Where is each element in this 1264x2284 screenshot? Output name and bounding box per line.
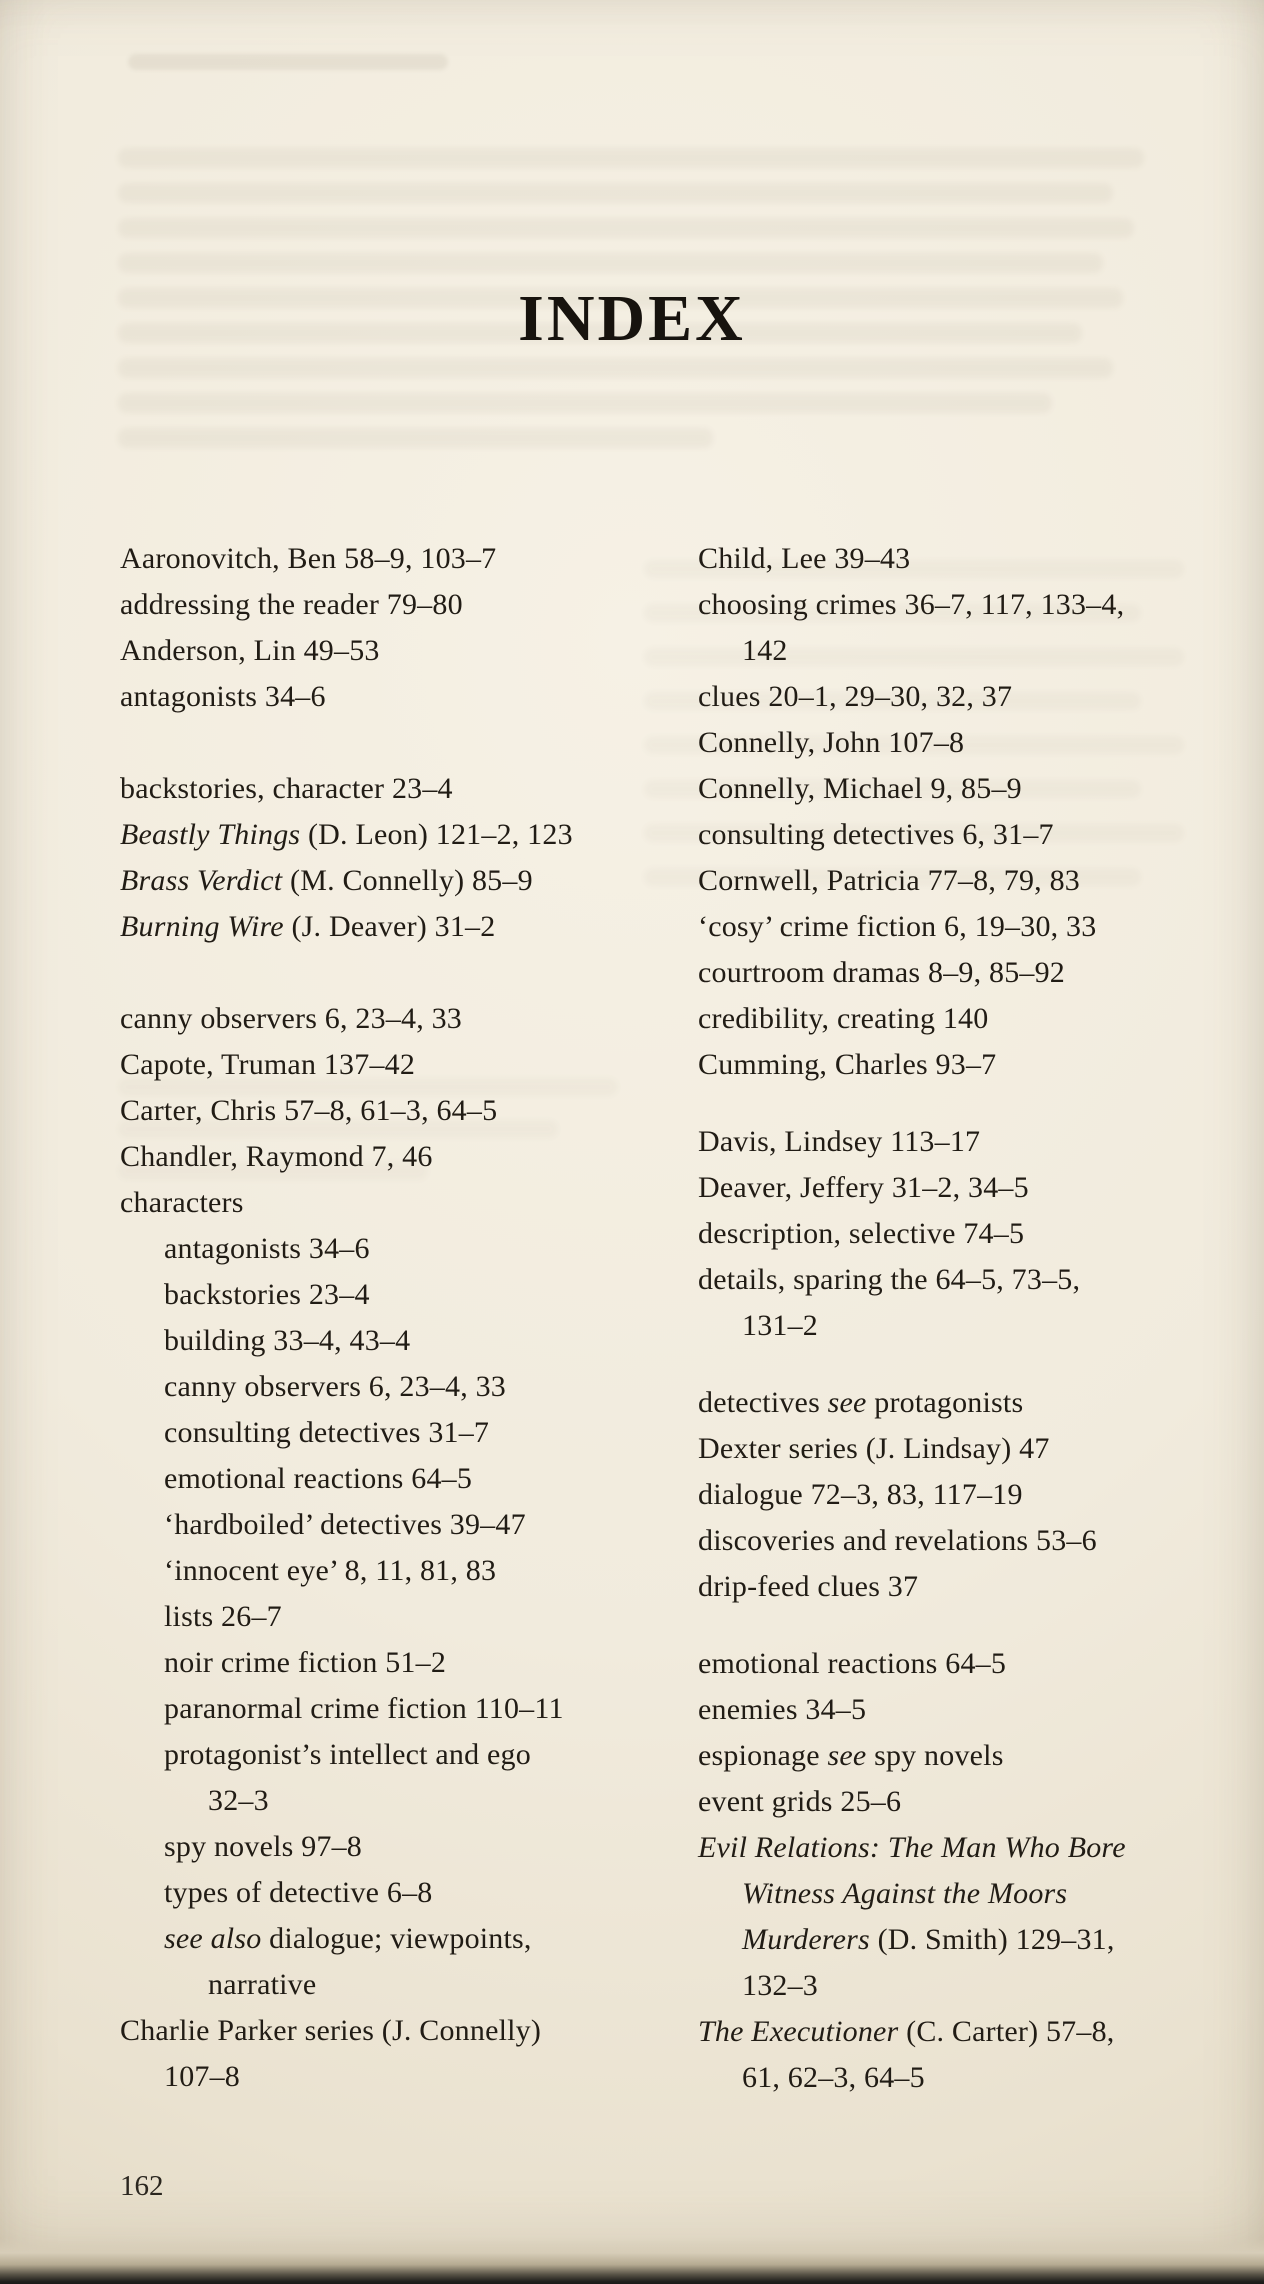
entry-text: protagonists	[866, 1386, 1024, 1419]
index-entry	[698, 1119, 1254, 1165]
entry-text: credibility, creating 140	[698, 1002, 989, 1035]
entry-text: Deaver, Jeffery 31–2, 34–5	[698, 1171, 1029, 1204]
entry-text: Dexter series (J. Lindsay) 47	[698, 1432, 1050, 1465]
entry-text: Connelly, John 107–8	[698, 726, 965, 759]
index-entry	[698, 1042, 1254, 1088]
index-entry	[120, 1042, 676, 1088]
entry-text: 131–2	[742, 1309, 818, 1342]
index-entry	[120, 812, 676, 858]
index-entry	[120, 1640, 676, 1686]
entry-text: emotional reactions 64–5	[164, 1462, 473, 1495]
entry-text: paranormal crime fiction 110–11	[164, 1692, 564, 1725]
entry-text: types of detective 6–8	[164, 1876, 433, 1909]
index-entry	[120, 1502, 676, 1548]
index-entry	[120, 1916, 676, 2008]
entry-text: Charlie Parker series (J. Connelly)	[120, 2014, 542, 2047]
index-entry	[698, 1564, 1254, 1610]
entry-text: see also	[164, 1922, 262, 1955]
index-entry	[698, 1426, 1254, 1472]
entry-text: choosing crimes 36–7, 117, 133–4,	[698, 588, 1125, 621]
index-entry	[698, 1211, 1254, 1257]
index-entry	[698, 904, 1254, 950]
entry-text: (C. Carter) 57–8,	[898, 2015, 1115, 2048]
index-entry	[120, 1870, 676, 1916]
index-entry	[698, 2009, 1254, 2101]
index-entry	[698, 812, 1254, 858]
entry-text: 32–3	[208, 1784, 269, 1817]
index-entry	[120, 1410, 676, 1456]
entry-text: canny observers 6, 23–4, 33	[120, 1002, 462, 1035]
index-entry	[698, 996, 1254, 1042]
page-bottom-edge	[0, 2238, 1264, 2284]
index-entry	[120, 904, 676, 950]
entry-text: 142	[742, 634, 788, 667]
entry-text: (D. Leon) 121–2, 123	[300, 818, 573, 851]
entry-text: antagonists 34–6	[120, 680, 326, 713]
entry-text: ‘hardboiled’ detectives 39–47	[164, 1508, 526, 1541]
entry-text: The Executioner	[698, 2015, 899, 2048]
entry-text: Connelly, Michael 9, 85–9	[698, 772, 1022, 805]
entry-text: 61, 62–3, 64–5	[742, 2061, 925, 2094]
entry-text: backstories, character 23–4	[120, 772, 453, 805]
index-entry	[120, 766, 676, 812]
entry-text: characters	[120, 1186, 244, 1219]
entry-text: Burning Wire	[120, 910, 284, 943]
entry-text: dialogue 72–3, 83, 117–19	[698, 1478, 1023, 1511]
entry-text: ‘innocent eye’ 8, 11, 81, 83	[164, 1554, 497, 1587]
index-entry	[120, 2008, 676, 2100]
index-entry	[120, 1456, 676, 1502]
entry-text: Anderson, Lin 49–53	[120, 634, 380, 667]
index-entry	[698, 1825, 1254, 2009]
index-entry	[698, 1472, 1254, 1518]
entry-text: noir crime fiction 51–2	[164, 1646, 447, 1679]
entry-text: narrative	[208, 1968, 317, 2001]
index-entry	[120, 1824, 676, 1870]
entry-text: 132–3	[742, 1969, 818, 2002]
index-entry	[120, 858, 676, 904]
entry-text: discoveries and revelations 53–6	[698, 1524, 1097, 1557]
entry-text: canny observers 6, 23–4, 33	[164, 1370, 506, 1403]
entry-text: event grids 25–6	[698, 1785, 902, 1818]
entry-text: Davis, Lindsey 113–17	[698, 1125, 981, 1158]
index-entry	[120, 1318, 676, 1364]
index-entry	[698, 1257, 1254, 1349]
index-entry	[120, 674, 676, 720]
entry-text: dialogue; viewpoints,	[261, 1922, 532, 1955]
entry-text: details, sparing the 64–5, 73–5,	[698, 1263, 1081, 1296]
entry-text: consulting detectives 31–7	[164, 1416, 490, 1449]
index-entry	[698, 950, 1254, 996]
index-entry	[120, 1686, 676, 1732]
entry-text: (M. Connelly) 85–9	[282, 864, 533, 897]
index-entry	[698, 766, 1254, 812]
index-entry	[698, 1641, 1254, 1687]
entry-text: see	[827, 1386, 867, 1419]
entry-text: clues 20–1, 29–30, 32, 37	[698, 680, 1013, 713]
entry-text: Murderers	[742, 1923, 870, 1956]
entry-text: Evil Relations: The Man Who Bore	[698, 1831, 1126, 1864]
index-entry	[698, 1380, 1254, 1426]
entry-text: (D. Smith) 129–31,	[869, 1923, 1115, 1956]
index-entry	[698, 1687, 1254, 1733]
entry-text: Aaronovitch, Ben 58–9, 103–7	[120, 542, 497, 575]
index-entry	[698, 1733, 1254, 1779]
entry-text: (J. Deaver) 31–2	[283, 910, 496, 943]
entry-text: description, selective 74–5	[698, 1217, 1025, 1250]
entry-text: espionage	[698, 1739, 828, 1772]
entry-text: antagonists 34–6	[164, 1232, 370, 1265]
index-columns	[120, 536, 1254, 2101]
entry-text: ‘cosy’ crime fiction 6, 19–30, 33	[698, 910, 1097, 943]
entry-text: addressing the reader 79–80	[120, 588, 463, 621]
entry-text: Brass Verdict	[120, 864, 283, 897]
index-entry	[120, 1180, 676, 1226]
entry-text: courtroom dramas 8–9, 85–92	[698, 956, 1065, 989]
entry-text: Capote, Truman 137–42	[120, 1048, 416, 1081]
entry-text: Carter, Chris 57–8, 61–3, 64–5	[120, 1094, 498, 1127]
entry-text: lists 26–7	[164, 1600, 282, 1633]
entry-text: see	[827, 1739, 867, 1772]
entry-text: Beastly Things	[120, 818, 301, 851]
index-entry	[120, 1226, 676, 1272]
index-entry	[120, 628, 676, 674]
index-entry	[698, 1518, 1254, 1564]
index-column-right	[698, 536, 1254, 2101]
index-entry	[120, 1088, 676, 1134]
entry-text: building 33–4, 43–4	[164, 1324, 411, 1357]
entry-text: Witness Against the Moors	[742, 1877, 1068, 1910]
index-entry	[120, 1732, 676, 1824]
index-entry	[698, 858, 1254, 904]
entry-text: consulting detectives 6, 31–7	[698, 818, 1054, 851]
index-column-left	[120, 536, 676, 2101]
entry-text: spy novels	[866, 1739, 1004, 1772]
index-title: INDEX	[518, 282, 746, 356]
index-entry	[698, 720, 1254, 766]
index-entry	[698, 1779, 1254, 1825]
entry-text: Cumming, Charles 93–7	[698, 1048, 997, 1081]
index-entry	[698, 582, 1254, 674]
entry-text: detectives	[698, 1386, 828, 1419]
entry-text: backstories 23–4	[164, 1278, 370, 1311]
index-entry	[698, 674, 1254, 720]
index-entry	[120, 582, 676, 628]
index-entry	[120, 1134, 676, 1180]
index-entry	[120, 1594, 676, 1640]
index-entry	[120, 1548, 676, 1594]
entry-text: emotional reactions 64–5	[698, 1647, 1007, 1680]
index-entry	[698, 536, 1254, 582]
index-entry	[120, 1364, 676, 1410]
entry-text: Chandler, Raymond 7, 46	[120, 1140, 433, 1173]
entry-text: spy novels 97–8	[164, 1830, 362, 1863]
index-entry	[120, 536, 676, 582]
index-entry	[120, 1272, 676, 1318]
entry-text: Child, Lee 39–43	[698, 542, 911, 575]
page-number: 162	[120, 2170, 164, 2202]
entry-text: protagonist’s intellect and ego	[164, 1738, 531, 1771]
entry-text: drip-feed clues 37	[698, 1570, 919, 1603]
entry-text: 107–8	[164, 2060, 240, 2093]
entry-text: enemies 34–5	[698, 1693, 867, 1726]
index-entry	[698, 1165, 1254, 1211]
index-entry	[120, 996, 676, 1042]
entry-text: Cornwell, Patricia 77–8, 79, 83	[698, 864, 1080, 897]
